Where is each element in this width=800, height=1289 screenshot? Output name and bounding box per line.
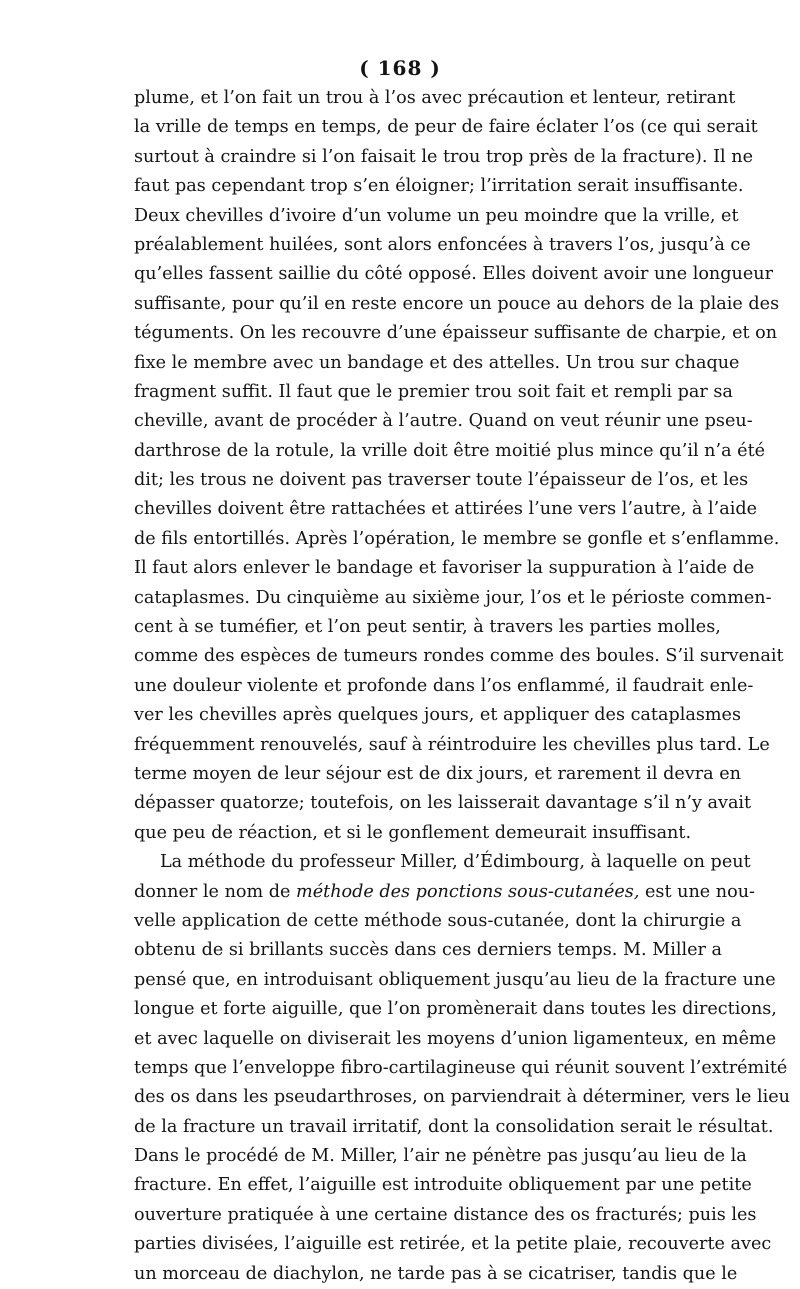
text-line: fixe le membre avec un bandage et des attelles. Un trou sur chaque xyxy=(134,352,740,373)
text-line: préalablement huilées, sont alors enfoncées à travers l’os, jusqu’à ce xyxy=(134,234,751,255)
text-line: pensé que, en introduisant obliquement jusqu’au lieu de la fracture une xyxy=(134,969,776,990)
text-line: la vrille de temps en temps, de peur de faire éclater l’os (ce qui serait xyxy=(134,117,758,138)
text-line: qu’elles fassent saillie du côté opposé. Elles doivent avoir une longueur xyxy=(134,264,773,285)
paragraph-last-line: que peu de réaction, et si le gonflement demeurait insuffisant. xyxy=(134,822,692,843)
text-line: suffisante, pour qu’il en reste encore un pouce au dehors de la plaie des xyxy=(134,293,780,314)
text-line: téguments. On les recouvre d’une épaisseur suffisante de charpie, et on xyxy=(134,323,778,344)
text-line: comme des espèces de tumeurs rondes comme des boules. S’il survenait xyxy=(134,646,784,667)
text-line: dépasser quatorze; toutefois, on les laisserait davantage s’il n’y avait xyxy=(134,793,752,814)
text-line: Il faut alors enlever le bandage et favoriser la suppuration à l’aide de xyxy=(134,558,755,579)
text-line: terme moyen de leur séjour est de dix jours, et rarement il devra en xyxy=(134,763,741,784)
text-line: fracture. En effet, l’aiguille est introduite obliquement par une petite xyxy=(134,1175,752,1196)
text-line: un morceau de diachylon, ne tarde pas à se cicatriser, tandis que le xyxy=(134,1263,738,1284)
page-number: ( 168 ) xyxy=(359,56,441,80)
text-line-with-italic xyxy=(134,878,755,907)
text-line: ouverture pratiquée à une certaine distance des os fracturés; puis les xyxy=(134,1204,757,1225)
text-line: Dans le procédé de M. Miller, l’air ne pénètre pas jusqu’au lieu de la xyxy=(134,1146,747,1167)
text-line: surtout à craindre si l’on faisait le trou trop près de la fracture). Il ne xyxy=(134,146,754,167)
text-line: plume, et l’on fait un trou à l’os avec précaution et lenteur, retirant xyxy=(134,88,736,108)
text-segment: donner le nom de xyxy=(134,881,297,902)
body-text xyxy=(134,84,790,1289)
text-line: cheville, avant de procéder à l’autre. Quand on veut réunir une pseu- xyxy=(134,411,753,432)
paragraph-first-line: La méthode du professeur Miller, d’Édimbourg, à laquelle on peut xyxy=(160,852,751,873)
text-line: fréquemment renouvelés, sauf à réintroduire les chevilles plus tard. Le xyxy=(134,734,770,755)
text-line: de la fracture un travail irritatif, dont la consolidation serait le résultat. xyxy=(134,1116,774,1137)
italic-term: méthode des ponctions sous-cutanées, xyxy=(296,881,640,902)
text-line: temps que l’enveloppe fibro-cartilagineuse qui réunit souvent l’extrémité xyxy=(134,1057,788,1078)
text-line: velle application de cette méthode sous-cutanée, dont la chirurgie a xyxy=(134,910,742,931)
text-line: une douleur violente et profonde dans l’os enflammé, il faudrait enle- xyxy=(134,675,754,696)
text-line: ver les chevilles après quelques jours, et appliquer des cataplasmes xyxy=(134,705,742,726)
text-line: des os dans les pseudarthroses, on parviendrait à déterminer, vers le lieu xyxy=(134,1087,790,1108)
text-line: Deux chevilles d’ivoire d’un volume un peu moindre que la vrille, et xyxy=(134,205,739,226)
text-line: longue et forte aiguille, que l’on promènerait dans toutes les directions, xyxy=(134,999,777,1020)
text-line: obtenu de si brillants succès dans ces derniers temps. M. Miller a xyxy=(134,940,722,961)
text-line: faut pas cependant trop s’en éloigner; l’irritation serait insuffisante. xyxy=(134,176,744,197)
text-line: cataplasmes. Du cinquième au sixième jour, l’os et le périoste commen- xyxy=(134,587,772,608)
text-line: et avec laquelle on diviserait les moyens d’union ligamenteux, en même xyxy=(134,1028,777,1049)
text-line: de fils entortillés. Après l’opération, le membre se gonfle et s’enflamme. xyxy=(134,528,780,549)
text-segment: est une nou- xyxy=(639,881,755,902)
text-line: dit; les trous ne doivent pas traverser toute l’épaisseur de l’os, et les xyxy=(134,470,749,491)
text-line: cent à se tuméfier, et l’on peut sentir, à travers les parties molles, xyxy=(134,617,721,638)
text-line: fragment suffit. Il faut que le premier trou soit fait et rempli par sa xyxy=(134,381,733,402)
text-line: darthrose de la rotule, la vrille doit être moitié plus mince qu’il n’a été xyxy=(134,440,766,461)
text-line: chevilles doivent être rattachées et attirées l’une vers l’autre, à l’aide xyxy=(134,499,757,520)
text-line: parties divisées, l’aiguille est retirée, et la petite plaie, recouverte avec xyxy=(134,1234,772,1255)
